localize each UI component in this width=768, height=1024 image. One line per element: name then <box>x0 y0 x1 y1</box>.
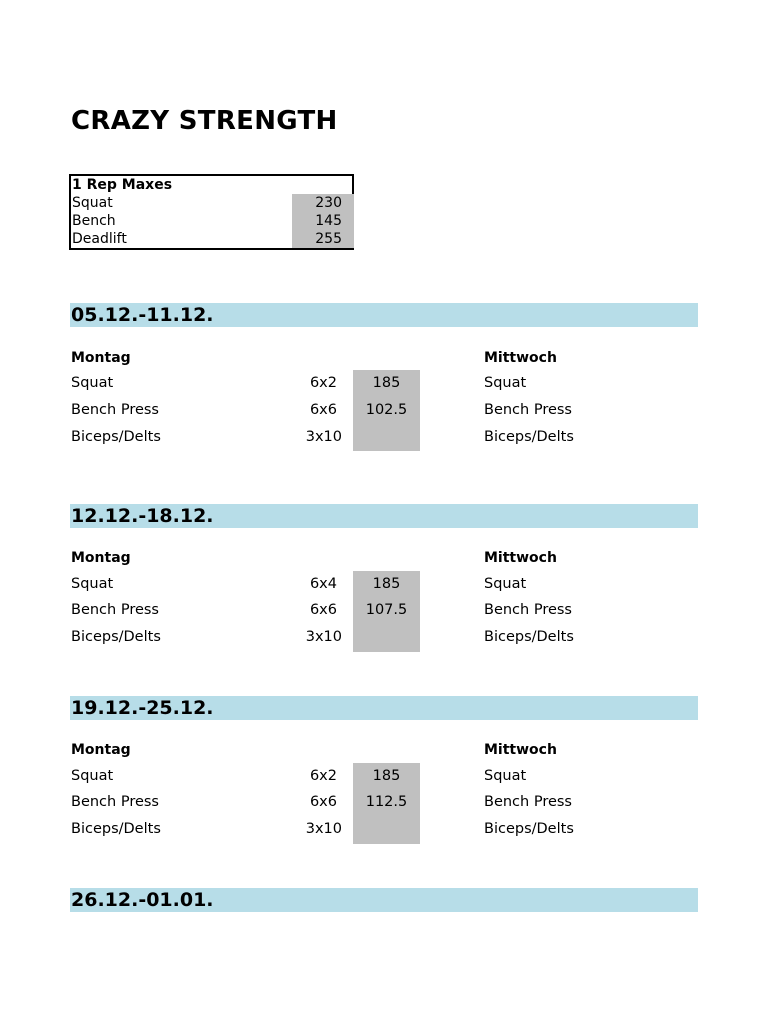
exercise-name: Bench Press <box>484 794 572 810</box>
exercise-name: Squat <box>484 375 527 391</box>
exercise-sets: 6x2 <box>309 768 337 784</box>
exercise-name: Biceps/Delts <box>71 629 161 645</box>
weight-value[interactable]: 185 <box>372 768 401 784</box>
exercise-sets: 6x6 <box>309 602 337 618</box>
rep-max-row-deadlift <box>71 230 352 248</box>
weight-value[interactable]: 112.5 <box>365 794 408 810</box>
day-header-montag: Montag <box>71 550 131 566</box>
exercise-sets: 6x2 <box>309 375 337 391</box>
rep-max-label: Squat <box>72 195 113 211</box>
exercise-name: Biceps/Delts <box>71 821 161 837</box>
rep-max-label: Bench <box>72 213 116 229</box>
exercise-name: Biceps/Delts <box>484 821 574 837</box>
rep-maxes-header: 1 Rep Maxes <box>72 177 173 193</box>
weight-cells <box>353 370 420 451</box>
day-header-mittwoch: Mittwoch <box>484 742 557 758</box>
rep-maxes-table <box>69 174 354 250</box>
rep-max-label: Deadlift <box>72 231 127 247</box>
exercise-sets: 3x10 <box>305 629 342 645</box>
exercise-name: Bench Press <box>71 794 159 810</box>
week-range-header: 26.12.-01.01. <box>70 888 698 912</box>
exercise-name: Squat <box>484 768 527 784</box>
exercise-name: Bench Press <box>71 602 159 618</box>
exercise-sets: 6x6 <box>309 402 337 418</box>
exercise-name: Bench Press <box>484 602 572 618</box>
weight-cells <box>353 571 420 652</box>
weight-value[interactable]: 185 <box>372 576 401 592</box>
exercise-name: Biceps/Delts <box>484 429 574 445</box>
exercise-name: Biceps/Delts <box>71 429 161 445</box>
exercise-sets: 6x4 <box>309 576 337 592</box>
exercise-name: Bench Press <box>484 402 572 418</box>
exercise-name: Biceps/Delts <box>484 629 574 645</box>
exercise-name: Squat <box>71 576 114 592</box>
rep-max-value[interactable]: 255 <box>292 230 354 248</box>
rep-max-value[interactable]: 145 <box>292 212 354 230</box>
weight-value[interactable]: 107.5 <box>365 602 408 618</box>
day-header-montag: Montag <box>71 742 131 758</box>
week-range-header: 19.12.-25.12. <box>70 696 698 720</box>
day-header-mittwoch: Mittwoch <box>484 550 557 566</box>
page-title: CRAZY STRENGTH <box>71 106 338 136</box>
weight-value[interactable]: 102.5 <box>365 402 408 418</box>
week-range-header: 05.12.-11.12. <box>70 303 698 327</box>
weight-value[interactable]: 185 <box>372 375 401 391</box>
exercise-name: Squat <box>71 768 114 784</box>
exercise-sets: 6x6 <box>309 794 337 810</box>
day-header-montag: Montag <box>71 350 131 366</box>
day-header-mittwoch: Mittwoch <box>484 350 557 366</box>
exercise-name: Squat <box>71 375 114 391</box>
exercise-name: Squat <box>484 576 527 592</box>
exercise-sets: 3x10 <box>305 821 342 837</box>
rep-max-row-bench <box>71 212 352 230</box>
rep-max-row-squat <box>71 194 352 212</box>
rep-max-value[interactable]: 230 <box>292 194 354 212</box>
week-range-header: 12.12.-18.12. <box>70 504 698 528</box>
exercise-sets: 3x10 <box>305 429 342 445</box>
weight-cells <box>353 763 420 844</box>
exercise-name: Bench Press <box>71 402 159 418</box>
